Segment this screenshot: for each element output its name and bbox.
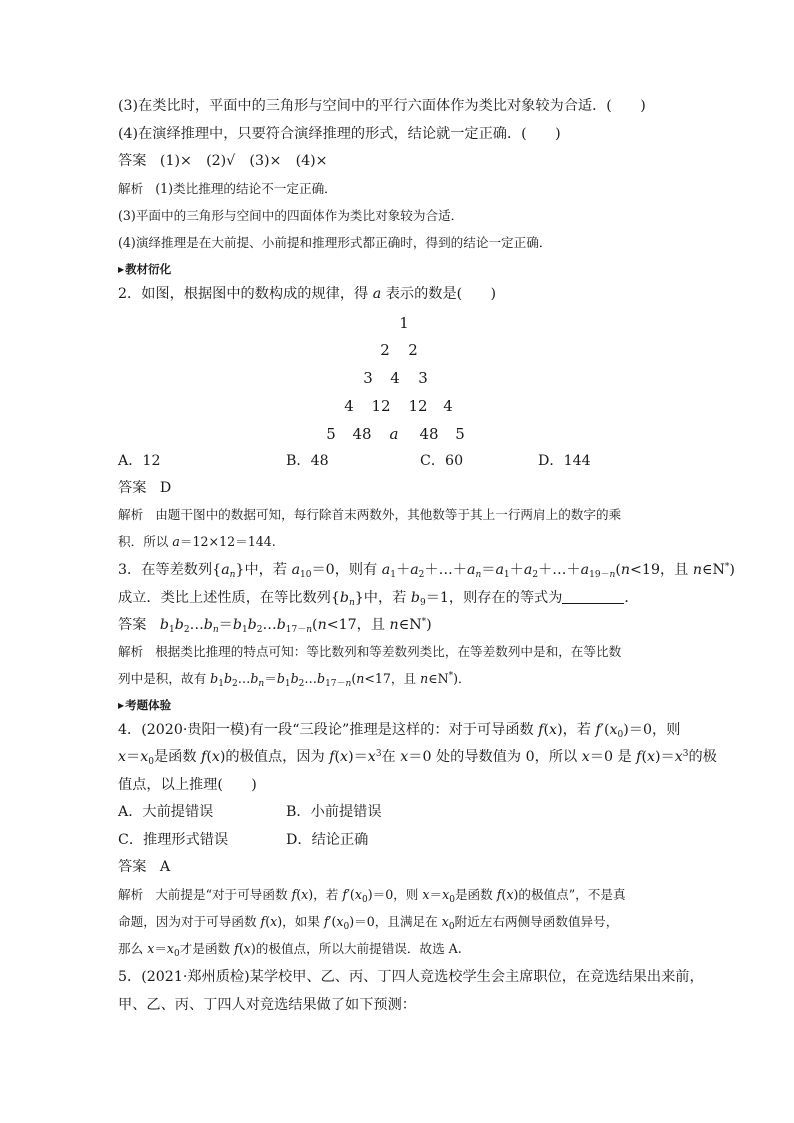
triangle-cell: 4	[344, 397, 354, 415]
question-4-line-3: 值点，以上推理( )	[118, 777, 257, 793]
analysis-3-line-1: 解析 根据类比推理的特点可知：等比数列和等差数列类比，在等差数列中是和，在等比数	[118, 644, 622, 659]
analysis-1	[118, 179, 337, 199]
answer-label: 答案	[118, 153, 147, 169]
section-heading-kaoti: ▶ 考题体验	[118, 695, 171, 715]
question-2-title: 2．如图，根据图中的数构成的规律，得 a 表示的数是( )	[118, 286, 497, 302]
analysis-text: (1)类比推理的结论不一定正确．	[155, 181, 337, 196]
analysis-text: 由题干图中的数据可知，每行除首末两数外，其他数等于其上一行两肩上的数字的乘	[155, 507, 622, 522]
q4-statement: (4)在演绎推理中，只要符合演绎推理的形式，结论就一定正确．( )	[118, 126, 561, 142]
analysis-2	[118, 505, 621, 525]
analysis-2-line-2: 积．所以 a＝12×12＝144.	[118, 534, 276, 549]
triangle-cell: 2	[408, 341, 418, 359]
triangle-cell: 3	[418, 369, 428, 387]
q4-option-c: C．推理形式错误	[118, 832, 229, 848]
q2-option-d: D．144	[538, 453, 591, 469]
answer-text: (1)× (2)√ (3)× (4)×	[159, 153, 328, 169]
answer-blank[interactable]	[562, 589, 624, 604]
triangle-cell: 12	[371, 397, 391, 415]
analysis-4-line-3: 那么 $x=x_0$才是函数 f(x)的极值点，所以大前提错误．故选 A.	[118, 941, 462, 959]
answer-text: A	[159, 859, 171, 875]
question-3-line-1: 3．在等差数列$\{a_n\}$中，若 $a_{10}=0$，则有 $a_1+a_2+\dots+a_n=a_1+a_2+\dots+a_{19-n}(n<19$，且 n∈N*)	[118, 562, 735, 580]
analysis-1-line-3: (4)演绎推理是在大前提、小前提和推理形式都正确时，得到的结论一定正确．	[118, 235, 552, 250]
q4-option-d: D．结论正确	[286, 832, 369, 848]
q2-option-a: A．12	[118, 453, 161, 469]
triangle-cell: 5	[326, 425, 336, 443]
triangle-cell: 48	[419, 425, 439, 443]
answer-3: 答案 $b_1b_2\dots b_n=b_1b_2\dots b_{17-n}(n<17$，且 n∈N*)	[118, 617, 432, 635]
triangle-cell: 4	[390, 369, 400, 387]
analysis-label: 解析	[118, 507, 144, 522]
triangle-cell: 2	[380, 341, 390, 359]
question-4-line-2: $x=x_0$是函数 f(x)的极值点，因为 $f(x)=x^3$在 x＝0 处的导数值为 0，所以 x＝0 是 $f(x)=x^3$的极	[118, 749, 717, 767]
answer-text: D	[159, 480, 172, 496]
triangle-cell: 4	[443, 397, 453, 415]
triangle-cell: 12	[408, 397, 428, 415]
q2-option-c: C．60	[420, 453, 464, 469]
q2-option-b: B．48	[286, 453, 329, 469]
answer-label: 答案	[118, 480, 147, 496]
triangle-cell: 1	[399, 314, 409, 332]
answer-2	[118, 478, 171, 498]
triangle-cell-a: a	[389, 425, 399, 443]
q4-option-b: B．小前提错误	[286, 804, 382, 820]
analysis-3-line-2: 列中是积，故有 $b_1b_2\dots b_n=b_1b_2\dots b_{17-n}(n<17$，且 n∈N*)．	[118, 671, 471, 689]
analysis-label: 解析	[118, 181, 144, 196]
analysis-1-line-2: (3)平面中的三角形与空间中的四面体作为类比对象较为合适．	[118, 208, 464, 223]
question-3-line-2: 成立．类比上述性质，在等比数列$\{b_n\}$中，若 $b_9=1$，则存在的等式为 ．	[118, 590, 639, 608]
section-heading-jiaocai: ▶ 教材衍化	[118, 259, 171, 279]
triangle-cell: 3	[363, 369, 373, 387]
question-5-line-2: 甲、乙、丙、丁四人对竞选结果做了如下预测：	[118, 997, 416, 1013]
question-5-line-1: 5．(2021·郑州质检)某学校甲、乙、丙、丁四人竞选校学生会主席职位，在竞选结果出来前，	[118, 969, 704, 985]
analysis-label: 解析	[118, 887, 144, 902]
analysis-4-line-2: 命题，因为对于可导函数 f(x)，如果 $f'(x_0)=0$，且满足在 $x_0$附近左右两侧导函数值异号，	[118, 914, 619, 932]
answer-1	[118, 151, 328, 171]
answer-label: 答案	[118, 859, 147, 875]
triangle-cell: 48	[352, 425, 372, 443]
q4-option-a: A．大前提错误	[118, 804, 214, 820]
question-4-line-1: 4．(2020·贵阳一模)有一段“三段论”推理是这样的：对于可导函数 f(x)，若 $f'(x_0)=0$，则	[118, 722, 681, 740]
q3-statement: (3)在类比时，平面中的三角形与空间中的平行六面体作为类比对象较为合适．( )	[118, 98, 646, 114]
answer-4	[118, 857, 170, 877]
analysis-4-line-1: 解析 大前提是“对于可导函数 f(x)，若 $f'(x_0)=0$，则 $x=x_0$是函数 f(x)的极值点”，不是真	[118, 887, 626, 905]
triangle-cell: 5	[455, 425, 465, 443]
